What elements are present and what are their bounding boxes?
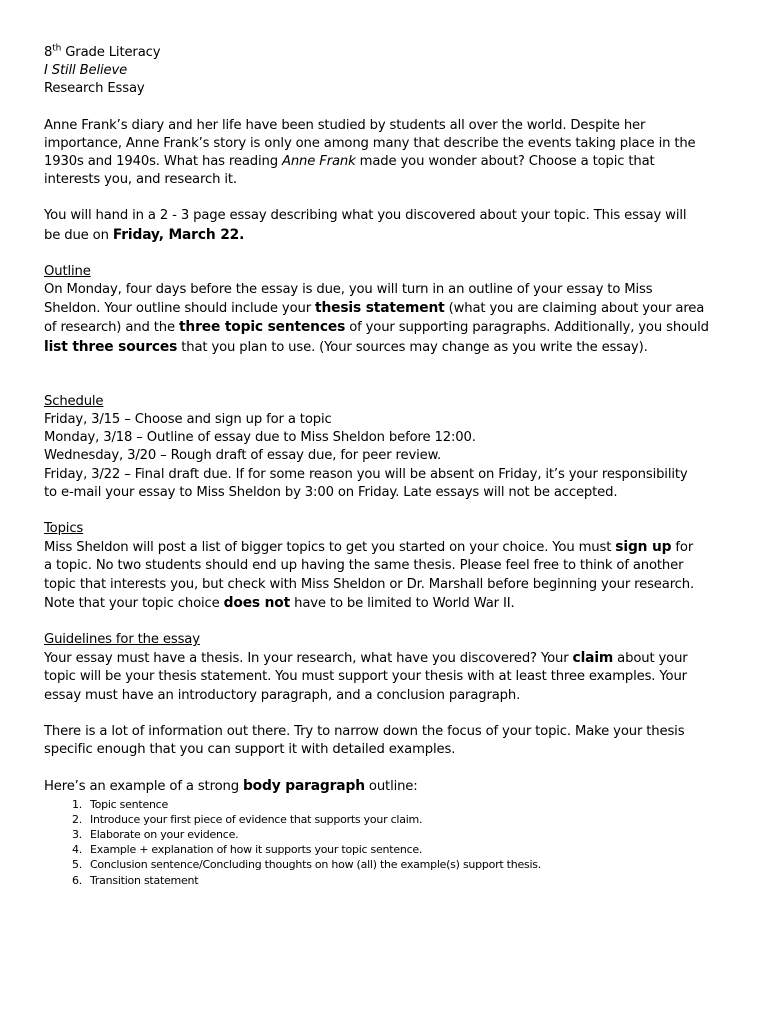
handin-paragraph	[44, 207, 734, 244]
assignment-type: Research Essay	[44, 81, 145, 97]
schedule-item: Friday, 3/22 – Final draft due. If for some reason you will be absent on Friday, it’s your responsibility	[44, 466, 688, 482]
list-text: Transition statement	[90, 873, 199, 887]
course-title	[44, 44, 734, 62]
topics-line	[44, 538, 734, 557]
schedule-section	[44, 393, 734, 502]
topics-text: for	[671, 540, 694, 556]
list-number: 1.	[72, 797, 82, 811]
document-header	[44, 44, 734, 99]
list-item	[44, 857, 734, 872]
intro-text: made you wonder about? Choose a topic that	[355, 154, 655, 170]
list-text: Conclusion sentence/Concluding thoughts on how (all) the example(s) support thesis.	[90, 858, 541, 872]
intro-line	[44, 153, 734, 171]
guidelines-text: Your essay must have a thesis. In your research, what have you discovered? Your	[44, 651, 573, 667]
schedule-item: Wednesday, 3/20 – Rough draft of essay due, for peer review.	[44, 448, 442, 464]
guidelines-line: specific enough that you can support it with detailed examples.	[44, 742, 456, 758]
example-intro	[44, 777, 734, 796]
outline-line	[44, 318, 734, 337]
list-text: Example + explanation of how it supports your topic sentence.	[90, 843, 423, 857]
list-number: 4.	[72, 843, 82, 857]
outline-text: of research) and the	[44, 320, 179, 336]
intro-text: 1930s and 1940s. What has reading	[44, 154, 282, 170]
topics-emphasis: does not	[223, 594, 291, 611]
example-emphasis: body paragraph	[242, 778, 365, 795]
topics-line	[44, 594, 734, 613]
outline-emphasis: thesis statement	[315, 300, 445, 317]
handin-line	[44, 226, 734, 245]
example-intro-text: outline:	[364, 779, 418, 795]
example-section	[44, 777, 734, 887]
topics-heading: Topics	[44, 521, 84, 537]
guidelines-line: essay must have an introductory paragraph, and a conclusion paragraph.	[44, 687, 521, 703]
topics-line: a topic. No two students should end up having the same thesis. Please feel free to think of another	[44, 558, 684, 574]
list-item	[44, 827, 734, 842]
example-outline-list	[44, 797, 734, 888]
guidelines-emphasis: claim	[572, 650, 614, 667]
course-name: Grade Literacy	[61, 45, 161, 60]
handin-line: You will hand in a 2 - 3 page essay describing what you discovered about your topic. This essay will	[44, 208, 687, 224]
list-text: Elaborate on your evidence.	[90, 827, 239, 841]
guidelines-heading: Guidelines for the essay	[44, 632, 200, 648]
topics-line: topic that interests you, but check with Miss Sheldon or Dr. Marshall before beginning your research.	[44, 576, 695, 592]
guidelines-line: There is a lot of information out there. Try to narrow down the focus of your topic. Make your thesis	[44, 723, 685, 739]
topics-text: Miss Sheldon will post a list of bigger topics to get you started on your choice. You must	[44, 540, 616, 556]
outline-section	[44, 263, 734, 357]
schedule-item: Friday, 3/15 – Choose and sign up for a topic	[44, 412, 332, 428]
guidelines-section	[44, 631, 734, 759]
intro-line: Anne Frank’s diary and her life have been studied by students all over the world. Despite her	[44, 117, 646, 133]
grade-number: 8	[44, 45, 53, 60]
document-page	[44, 44, 734, 888]
outline-emphasis: list three sources	[44, 338, 178, 355]
topics-text: have to be limited to World War II.	[290, 595, 515, 611]
outline-line	[44, 338, 734, 357]
list-text: Introduce your first piece of evidence that supports your claim.	[90, 812, 423, 826]
list-text: Topic sentence	[90, 797, 169, 811]
guidelines-line: topic will be your thesis statement. You must support your thesis with at least three examples. Your	[44, 669, 687, 685]
schedule-item: Monday, 3/18 – Outline of essay due to Miss Sheldon before 12:00.	[44, 430, 476, 446]
list-number: 6.	[72, 873, 82, 887]
list-number: 2.	[72, 812, 82, 826]
intro-book-reference: Anne Frank	[281, 154, 356, 170]
topics-section	[44, 520, 734, 613]
outline-text: that you plan to use. (Your sources may change as you write the essay).	[177, 339, 648, 355]
list-number: 3.	[72, 827, 82, 841]
due-date: Friday, March 22.	[112, 226, 245, 243]
outline-text: (what you are claiming about your area	[444, 301, 705, 317]
list-number: 5.	[72, 858, 82, 872]
outline-text: Sheldon. Your outline should include your	[44, 301, 316, 317]
outline-line	[44, 299, 734, 318]
schedule-heading: Schedule	[44, 393, 104, 409]
list-item	[44, 797, 734, 812]
guidelines-line	[44, 649, 734, 668]
outline-heading: Outline	[44, 263, 91, 279]
handin-text: be due on	[44, 227, 113, 243]
list-item	[44, 812, 734, 827]
intro-line: interests you, and research it.	[44, 172, 237, 188]
example-intro-text: Here’s an example of a strong	[44, 779, 243, 795]
book-title: I Still Believe	[44, 63, 128, 79]
outline-text: of your supporting paragraphs. Additionally, you should	[345, 320, 709, 336]
topics-emphasis: sign up	[615, 539, 672, 556]
intro-paragraph	[44, 117, 734, 190]
outline-line: On Monday, four days before the essay is due, you will turn in an outline of your essay to Miss	[44, 282, 653, 298]
outline-emphasis: three topic sentences	[178, 319, 346, 336]
list-item	[44, 842, 734, 857]
topics-text: Note that your topic choice	[44, 595, 224, 611]
schedule-item: to e-mail your essay to Miss Sheldon by 3:00 on Friday. Late essays will not be accepted.	[44, 484, 618, 500]
intro-line: importance, Anne Frank’s story is only one among many that describe the events taking place in the	[44, 135, 696, 151]
list-item	[44, 873, 734, 888]
guidelines-text: about your	[613, 651, 688, 667]
grade-superscript: th	[52, 43, 62, 54]
